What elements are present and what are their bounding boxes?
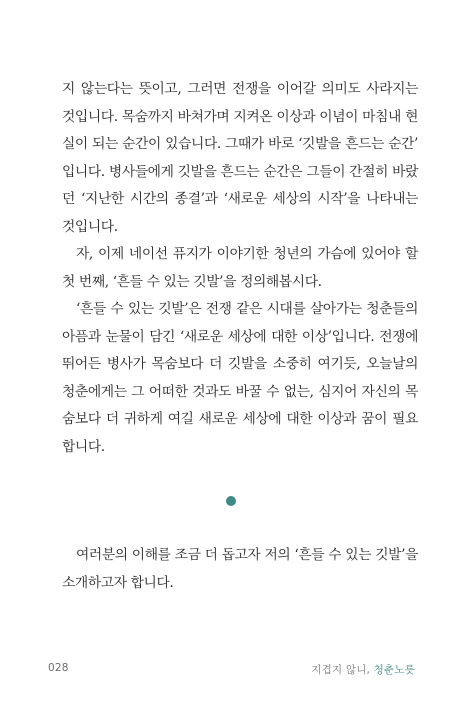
running-title bbox=[311, 662, 415, 677]
paragraph-3 bbox=[62, 296, 418, 461]
paragraph-4 bbox=[62, 542, 418, 597]
running-title-prefix: 지겹지 않니, bbox=[311, 664, 371, 676]
text-line: 지 않는다는 뜻이고, 그러면 전쟁을 이어갈 의미도 사라지는 bbox=[62, 81, 418, 97]
text-line: 아픔과 눈물이 담긴 ‘새로운 세상에 대한 이상’입니다. 전쟁에 bbox=[62, 328, 418, 345]
section-divider-dot bbox=[226, 496, 236, 506]
paragraph-2 bbox=[62, 241, 418, 296]
text-line: 여러분의 이해를 조금 더 돕고자 저의 ‘흔들 수 있는 깃발’을 bbox=[76, 547, 418, 563]
text-line: 것입니다. bbox=[62, 218, 118, 235]
text-line: 뛰어든 병사가 목숨보다 더 깃발을 소중히 여기듯, 오늘날의 bbox=[62, 356, 418, 372]
text-line: 합니다. bbox=[62, 438, 105, 455]
paragraph-1 bbox=[62, 76, 418, 241]
text-line: ‘흔들 수 있는 깃발’은 전쟁 같은 시대를 살아가는 청춘들의 bbox=[76, 301, 418, 317]
text-line: 입니다. 병사들에게 깃발을 흔드는 순간은 그들이 간절히 바랐 bbox=[62, 163, 418, 180]
text-line: 청춘에게는 그 어떠한 것과도 바꿀 수 없는, 심지어 자신의 목 bbox=[62, 383, 418, 400]
text-line: 숨보다 더 귀하게 여길 새로운 세상에 대한 이상과 꿈이 필요 bbox=[62, 411, 418, 427]
text-line: 자, 이제 네이선 퓨지가 이야기한 청년의 가슴에 있어야 할 bbox=[76, 246, 418, 262]
text-line: 실이 되는 순간이 있습니다. 그때가 바로 ‘깃발을 흔드는 순간’ bbox=[62, 136, 418, 152]
text-line: 첫 번째, ‘흔들 수 있는 깃발’을 정의해봅시다. bbox=[62, 273, 322, 290]
running-title-accent: 청춘노릇 bbox=[373, 664, 415, 676]
page-number: 028 bbox=[48, 662, 69, 674]
text-line: 소개하고자 합니다. bbox=[62, 574, 174, 591]
text-line: 던 ‘지난한 시간의 종결’과 ‘새로운 세상의 시작’을 나타내는 bbox=[62, 191, 418, 207]
text-line: 것입니다. 목숨까지 바쳐가며 지켜온 이상과 이념이 마침내 현 bbox=[62, 108, 418, 125]
